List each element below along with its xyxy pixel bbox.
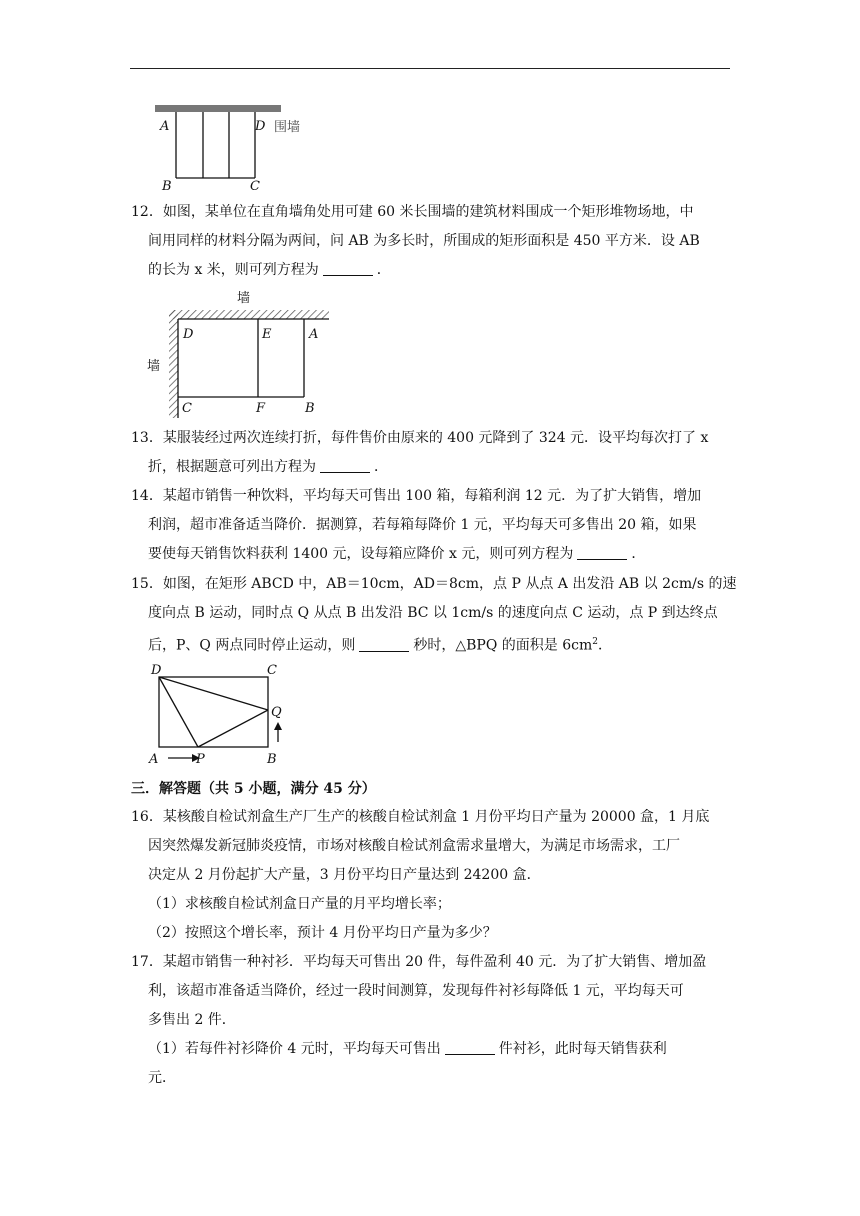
label-D: D [183, 327, 194, 342]
answer-blank [445, 1040, 495, 1055]
label-A: A [149, 752, 159, 767]
answer-blank [359, 637, 409, 652]
question-12 [131, 198, 731, 285]
q12-line1: 12．如图，某单位在直角墙角处用可建 60 米长围墙的建筑材料围成一个矩形堆物场地，中 [131, 204, 694, 220]
label-B: B [162, 179, 172, 194]
q17-sub1: （1）若每件衬衫降价 4 元时，平均每天可售出 件衬衫，此时每天销售获利 [148, 1041, 667, 1057]
label-Q: Q [271, 705, 282, 720]
q16-sub1: （1）求核酸自检试剂盒日产量的月平均增长率； [148, 896, 451, 912]
question-17 [131, 948, 731, 1093]
label-D: D [255, 119, 266, 134]
label-wall-left: 墙 [147, 359, 161, 374]
q16-line3: 决定从 2 月份起扩大产量，3 月份平均日产量达到 24200 盒． [148, 867, 541, 883]
header-rule [130, 68, 730, 69]
q16-sub2: （2）按照这个增长率，预计 4 月份平均日产量为多少？ [148, 925, 497, 941]
question-15 [131, 570, 737, 661]
q15-line3: 后，P、Q 两点同时停止运动，则 秒时，△BPQ 的面积是 $6cm^2$． [148, 637, 612, 654]
q13-line2: 折，根据题意可列出方程为 ． [148, 459, 388, 475]
answer-blank [320, 458, 370, 473]
label-E: E [262, 327, 272, 342]
question-13 [131, 424, 731, 482]
q13-line1: 13．某服装经过两次连续打折，每件售价由原来的 400 元降到了 324 元．设平均每次打了 x [131, 430, 709, 446]
q15-line1: 15．如图，在矩形 ABCD 中，AB＝10cm，AD＝8cm，点 P 从点 A 出发沿 AB 以 2cm/s 的速 [131, 576, 737, 592]
label-D: D [151, 663, 162, 678]
label-C: C [267, 663, 277, 678]
q12-line2: 间用同样的材料分隔为两间，问 AB 为多长时，所围成的矩形面积是 450 平方米．设 AB [148, 233, 700, 249]
question-14 [131, 482, 731, 569]
q14-line2: 利润，超市准备适当降价．据测算，若每箱每降价 1 元，平均每天可多售出 20 箱，如果 [148, 517, 697, 533]
q16-line2: 因突然爆发新冠肺炎疫情，市场对核酸自检试剂盒需求量增大，为满足市场需求，工厂 [148, 838, 680, 854]
label-C: C [182, 401, 192, 416]
label-wall: 围墙 [274, 120, 301, 135]
figure-q11 [150, 102, 320, 192]
label-C: C [250, 179, 260, 194]
q17-line2: 利，该超市准备适当降价，经过一段时间测算，发现每件衬衫每降低 1 元，平均每天可 [148, 983, 684, 999]
label-wall-top: 墙 [237, 291, 251, 306]
label-F: F [256, 401, 266, 416]
q14-line3: 要使每天销售饮料获利 1400 元，设每箱应降价 x 元，则可列方程为 ． [148, 546, 646, 562]
label-P: P [196, 752, 205, 767]
label-B: B [305, 401, 315, 416]
label-B: B [267, 752, 277, 767]
figure-q15 [145, 660, 295, 770]
answer-blank [577, 545, 627, 560]
q17-line1: 17．某超市销售一种衬衫．平均每天可售出 20 件，每件盈利 40 元．为了扩大销售、增加盈 [131, 954, 707, 970]
q14-line1: 14．某超市销售一种饮料，平均每天可售出 100 箱，每箱利润 12 元．为了扩大销售，增加 [131, 488, 702, 504]
q17-sub1-end: 元． [148, 1070, 176, 1086]
answer-blank [323, 261, 373, 276]
figure-q12 [145, 290, 345, 420]
q16-line1: 16．某核酸自检试剂盒生产厂生产的核酸自检试剂盒 1 月份平均日产量为 20000 盒，1 月底 [131, 809, 710, 825]
section-title: 三．解答题（共 5 小题，满分 45 分） [131, 781, 376, 797]
q12-line3: 的长为 x 米，则可列方程为 ． [148, 262, 391, 278]
label-A: A [309, 327, 319, 342]
q17-line3: 多售出 2 件． [148, 1012, 236, 1028]
wall-bar [155, 105, 281, 112]
q15-line2: 度向点 B 运动，同时点 Q 从点 B 出发沿 BC 以 1cm/s 的速度向点 C 运动，点 P 到达终点 [148, 605, 718, 621]
label-A: A [160, 119, 170, 134]
question-16 [131, 803, 731, 948]
